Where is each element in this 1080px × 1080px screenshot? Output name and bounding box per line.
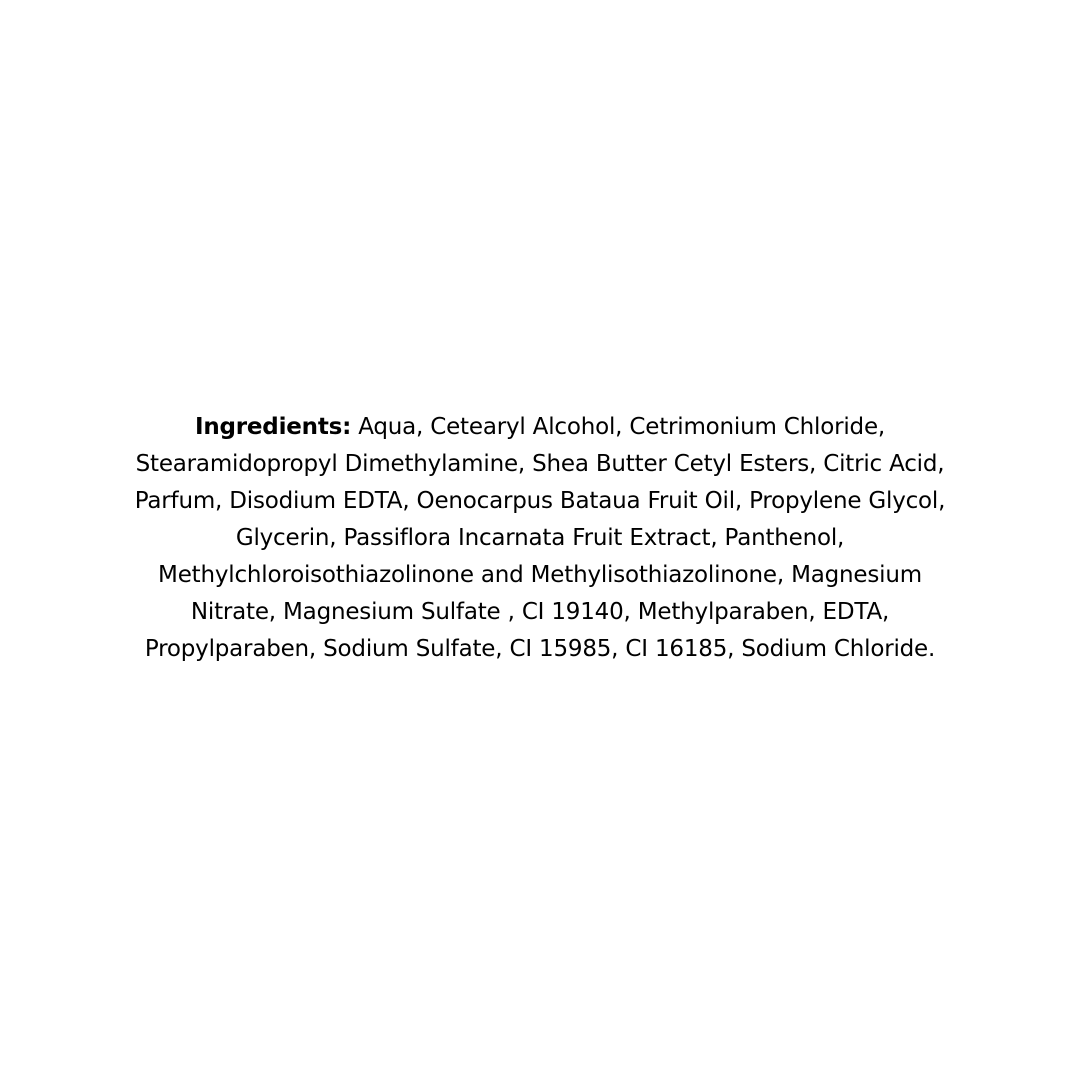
ingredients-line-1-text: Aqua, Cetearyl Alcohol, Cetrimonium Chloride, [351, 414, 886, 440]
ingredients-line-1 [90, 409, 990, 446]
ingredients-line-7: Propylparaben, Sodium Sulfate, CI 15985, CI 16185, Sodium Chloride. [144, 636, 936, 662]
ingredients-line-6: Nitrate, Magnesium Sulfate , CI 19140, Methylparaben, EDTA, [190, 599, 890, 625]
ingredients-line-2: Stearamidopropyl Dimethylamine, Shea Butter Cetyl Esters, Citric Acid, [135, 451, 945, 477]
ingredients-heading: Ingredients: [194, 414, 352, 440]
ingredients-line-5: Methylchloroisothiazolinone and Methylisothiazolinone, Magnesium [158, 562, 922, 588]
ingredients-line-3: Parfum, Disodium EDTA, Oenocarpus Bataua Fruit Oil, Propylene Glycol, [134, 488, 946, 514]
ingredients-line-4: Glycerin, Passiflora Incarnata Fruit Extract, Panthenol, [235, 525, 845, 551]
ingredients-text [90, 409, 990, 668]
